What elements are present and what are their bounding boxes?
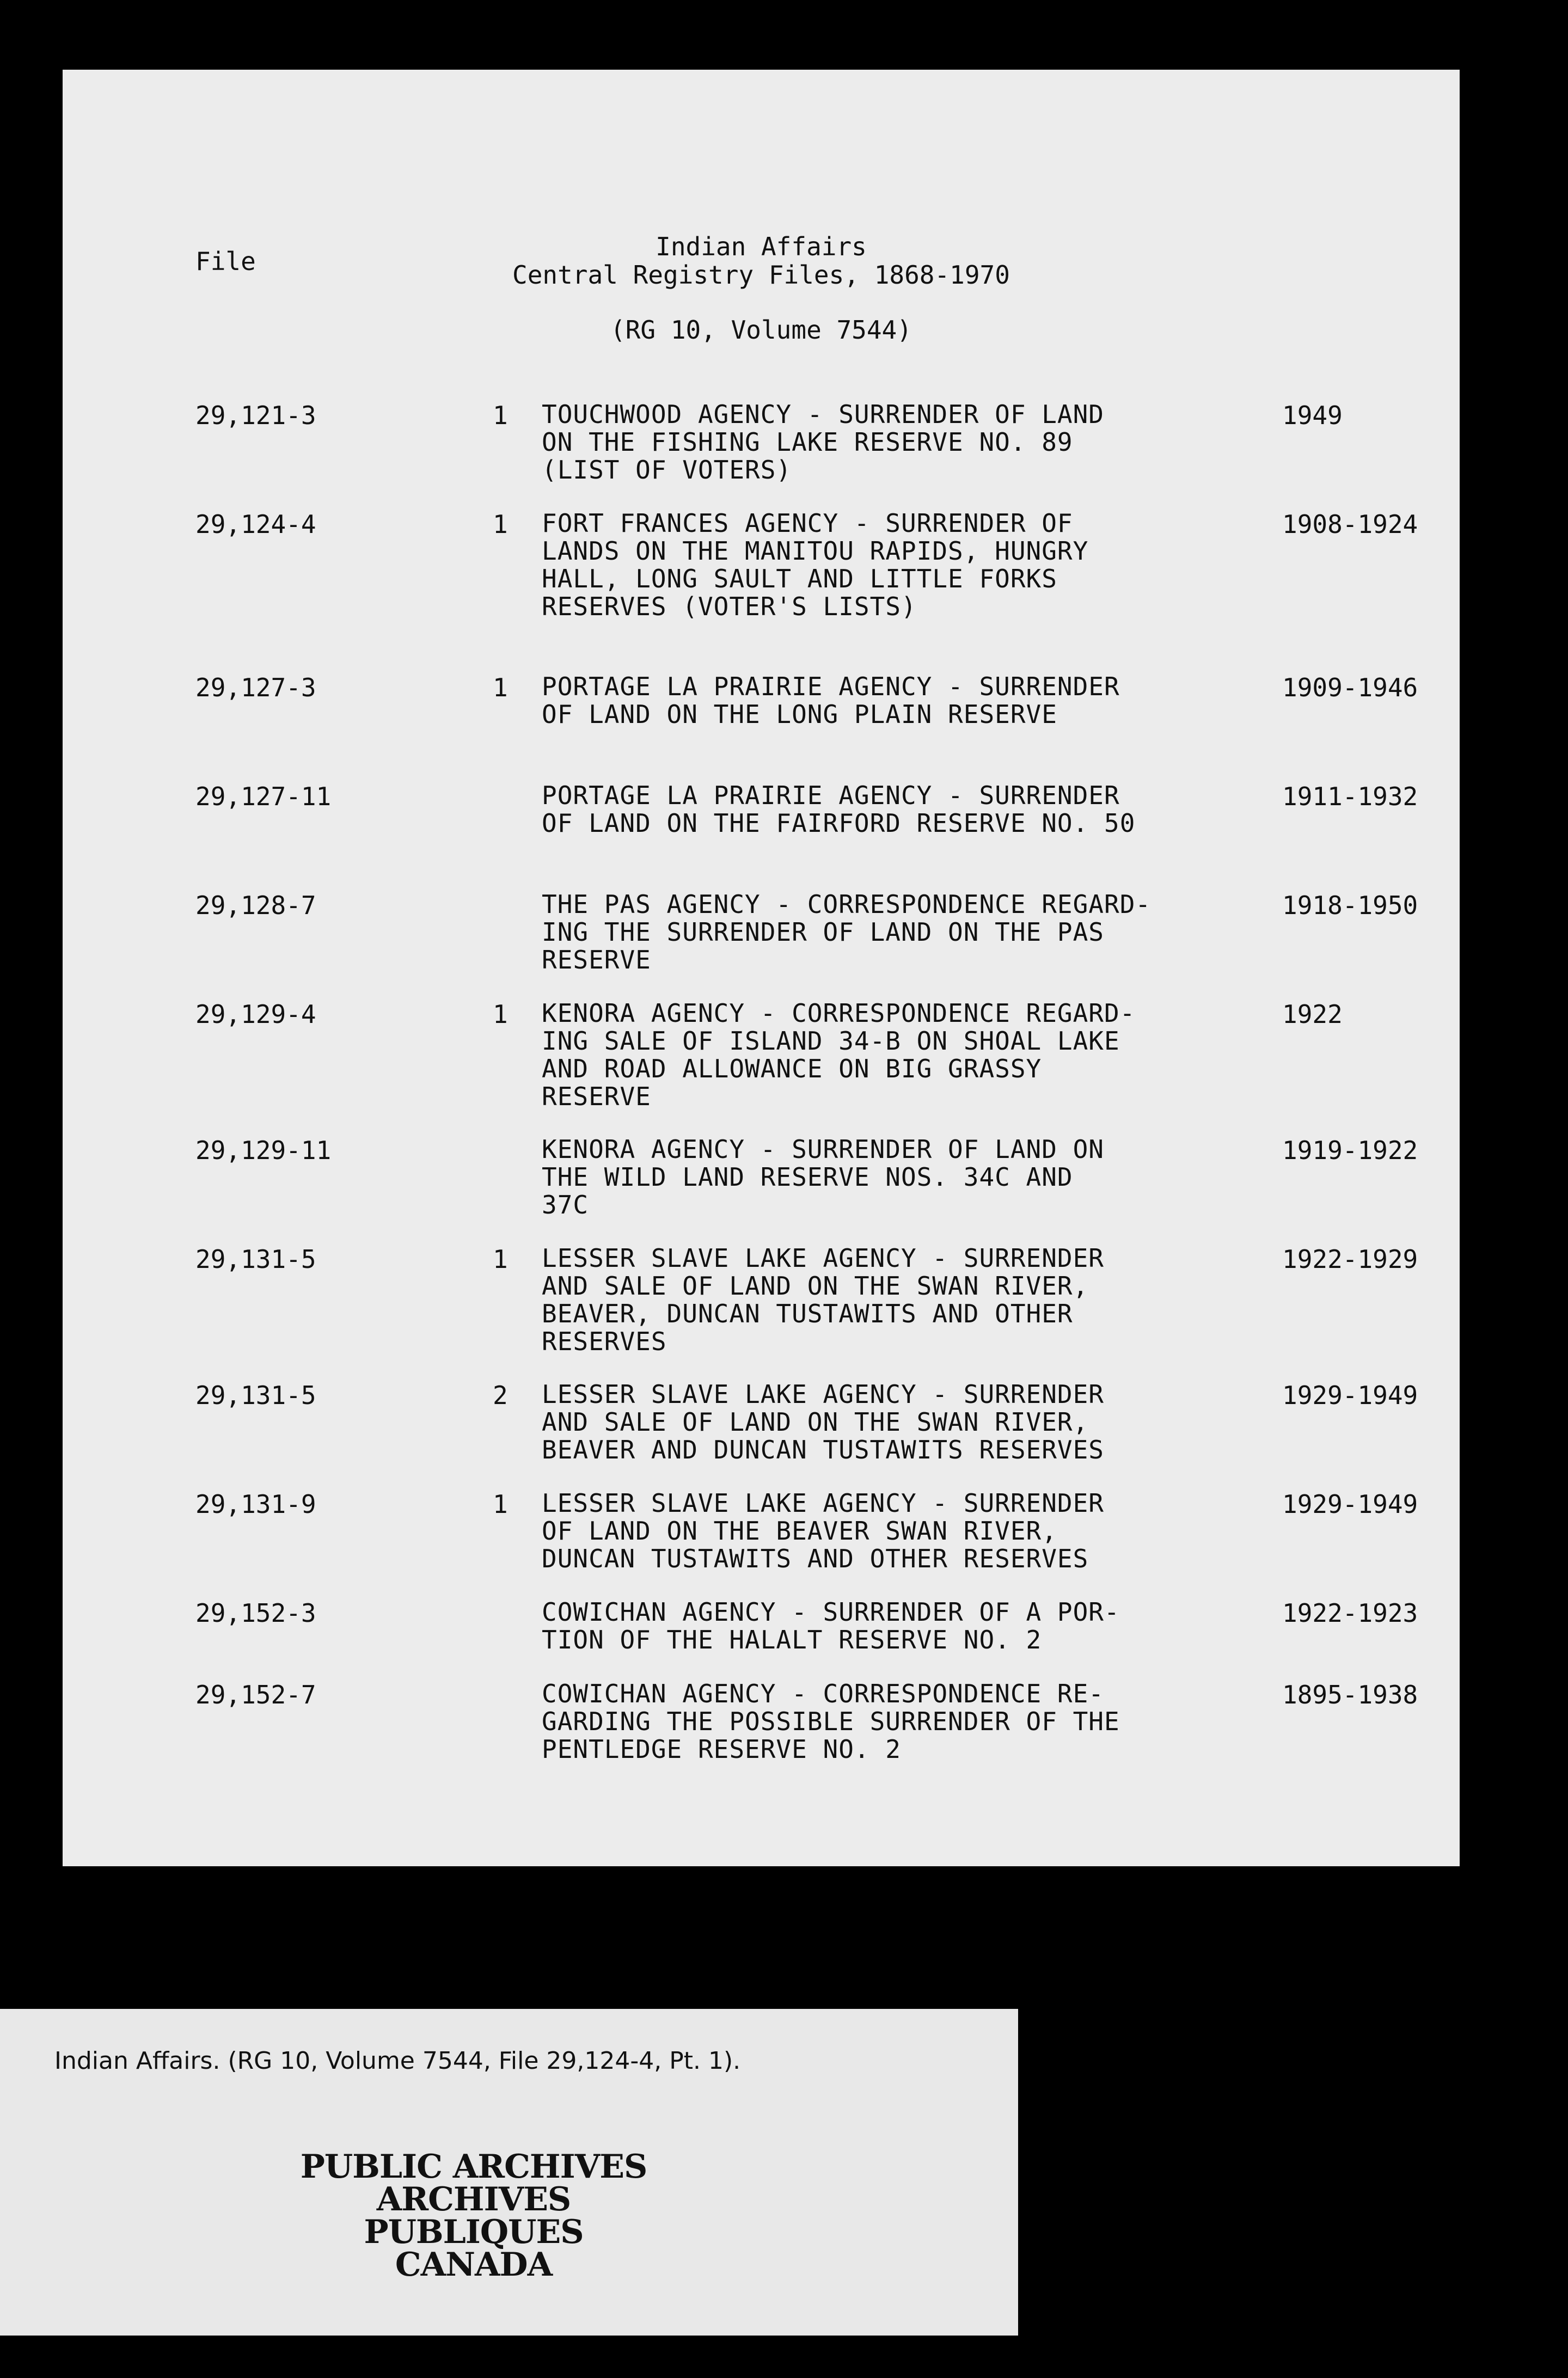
header-subtitle: Central Registry Files, 1868-1970 [512, 260, 1010, 290]
page-marker-arrow [63, 440, 166, 538]
file-number: 29,124-4 [195, 510, 316, 539]
file-number: 29,128-7 [195, 891, 316, 920]
file-number: 29,131-9 [195, 1490, 316, 1519]
document-page [63, 70, 1460, 1866]
entry-title: THE PAS AGENCY - CORRESPONDENCE REGARD- ING THE SURRENDER OF LAND ON THE PAS RESERVE [542, 890, 1152, 975]
part-number: 1 [493, 673, 508, 702]
entry-dates: 1895-1938 [1282, 1680, 1418, 1709]
part-number: 1 [493, 1245, 508, 1274]
file-number: 29,127-11 [195, 782, 332, 811]
entry-dates: 1919-1922 [1282, 1136, 1418, 1165]
stamp-line: PUBLIC ARCHIVES [300, 2148, 647, 2186]
entry-title: FORT FRANCES AGENCY - SURRENDER OF LANDS ON THE MANITOU RAPIDS, HUNGRY HALL, LONG SAULT AND LITTLE FORKS RESERVES (VOTER'S LISTS) [542, 508, 1089, 621]
archive-label [0, 2009, 1018, 2336]
entry-title: PORTAGE LA PRAIRIE AGENCY - SURRENDER OF LAND ON THE FAIRFORD RESERVE NO. 50 [542, 781, 1136, 838]
file-number: 29,131-5 [195, 1381, 316, 1410]
part-number: 1 [493, 1490, 508, 1519]
entry-dates: 1922-1923 [1282, 1598, 1418, 1628]
stamp-line: CANADA [395, 2246, 553, 2284]
entry-dates: 1922-1929 [1282, 1245, 1418, 1274]
volume-heading: (RG 10, Volume 7544) [610, 315, 912, 345]
entry-dates: 1949 [1282, 401, 1343, 430]
file-number: 29,129-4 [195, 1000, 316, 1029]
file-number: 29,152-7 [195, 1680, 316, 1709]
entry-dates: 1909-1946 [1282, 673, 1418, 702]
entry-title: TOUCHWOOD AGENCY - SURRENDER OF LAND ON THE FISHING LAKE RESERVE NO. 89 (LIST OF VOTERS) [542, 400, 1104, 485]
archive-citation: Indian Affairs. (RG 10, Volume 7544, File 29,124-4, Pt. 1). [54, 2047, 741, 2075]
entry-dates: 1929-1949 [1282, 1490, 1418, 1519]
entry-dates: 1922 [1282, 1000, 1343, 1029]
file-number: 29,152-3 [195, 1598, 316, 1628]
entry-dates: 1918-1950 [1282, 891, 1418, 920]
file-column-heading: File [195, 247, 256, 276]
entry-dates: 1929-1949 [1282, 1381, 1418, 1410]
entry-title: LESSER SLAVE LAKE AGENCY - SURRENDER OF LAND ON THE BEAVER SWAN RIVER, DUNCAN TUSTAWITS AND OTHER RESERVES [542, 1488, 1104, 1573]
entry-title: COWICHAN AGENCY - CORRESPONDENCE RE- GARDING THE POSSIBLE SURRENDER OF THE PENTLEDGE RESERVE NO. 2 [542, 1679, 1120, 1764]
entry-title: PORTAGE LA PRAIRIE AGENCY - SURRENDER OF LAND ON THE LONG PLAIN RESERVE [542, 672, 1120, 729]
stamp-line: ARCHIVES PUBLIQUES [364, 2180, 584, 2251]
part-number: 1 [493, 401, 508, 430]
file-number: 29,121-3 [195, 401, 316, 430]
entry-dates: 1911-1932 [1282, 782, 1418, 811]
entry-title: LESSER SLAVE LAKE AGENCY - SURRENDER AND SALE OF LAND ON THE SWAN RIVER, BEAVER, DUNCAN TUSTAWITS AND OTHER RESERVES [542, 1243, 1104, 1356]
file-number: 29,131-5 [195, 1245, 316, 1274]
file-number: 29,129-11 [195, 1136, 332, 1165]
entry-title: KENORA AGENCY - SURRENDER OF LAND ON THE WILD LAND RESERVE NOS. 34C AND 37C [542, 1135, 1104, 1219]
entry-title: LESSER SLAVE LAKE AGENCY - SURRENDER AND SALE OF LAND ON THE SWAN RIVER, BEAVER AND DUNCAN TUSTAWITS RESERVES [542, 1380, 1104, 1464]
entry-title: KENORA AGENCY - CORRESPONDENCE REGARD- ING SALE OF ISLAND 34-B ON SHOAL LAKE AND ROAD ALLOWANCE ON BIG GRASSY RESERVE [542, 998, 1136, 1111]
archives-stamp [267, 2148, 681, 2284]
part-number: 1 [493, 1000, 508, 1029]
entry-title: COWICHAN AGENCY - SURRENDER OF A POR- TION OF THE HALALT RESERVE NO. 2 [542, 1597, 1120, 1654]
entry-dates: 1908-1924 [1282, 510, 1418, 539]
file-number: 29,127-3 [195, 673, 316, 702]
header-title: Indian Affairs [656, 232, 867, 261]
part-number: 2 [493, 1381, 508, 1410]
part-number: 1 [493, 510, 508, 539]
